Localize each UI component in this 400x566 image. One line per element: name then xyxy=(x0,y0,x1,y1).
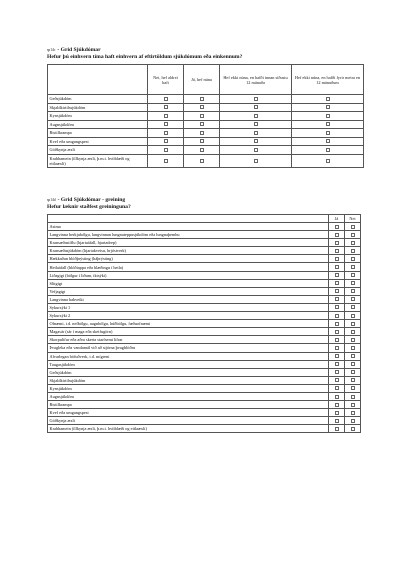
answer-cell xyxy=(345,409,361,417)
table-row xyxy=(48,392,361,400)
row-label: Geðsjúkdóm xyxy=(48,95,148,104)
row-label: Skjaldkirtilssjúkdóm xyxy=(48,376,329,384)
answer-cell xyxy=(329,368,345,376)
table-row xyxy=(48,231,361,239)
answer-checkbox[interactable] xyxy=(335,249,339,253)
answer-checkbox[interactable] xyxy=(351,225,355,229)
answer-checkbox[interactable] xyxy=(351,427,355,431)
table-header-row xyxy=(48,215,361,223)
answer-checkbox[interactable] xyxy=(335,419,339,423)
answer-cell xyxy=(220,103,292,112)
row-label: Kransæðastíflu (hjartaáfall, hjartadrep) xyxy=(48,239,329,247)
answer-cell xyxy=(345,303,361,311)
answer-cell xyxy=(292,154,364,167)
table-row xyxy=(48,417,361,425)
answer-cell xyxy=(329,360,345,368)
answer-cell xyxy=(148,120,184,129)
row-label: Kransæðasjúkdóm (hjartakveisu, brjóstverk) xyxy=(48,247,329,255)
table-row xyxy=(48,303,361,311)
table-row xyxy=(48,344,361,352)
answer-checkbox[interactable] xyxy=(351,370,355,374)
answer-cell xyxy=(329,376,345,384)
answer-checkbox[interactable] xyxy=(326,148,330,152)
row-label: Kvef eða umgangspest xyxy=(48,409,329,417)
answer-checkbox[interactable] xyxy=(351,419,355,423)
answer-checkbox[interactable] xyxy=(335,281,339,285)
answer-checkbox[interactable] xyxy=(335,378,339,382)
answer-checkbox[interactable] xyxy=(351,289,355,293)
answer-cell xyxy=(329,223,345,231)
row-label: Hækkaðan blóðþrýsting (háþrýsting) xyxy=(48,255,329,263)
column-header: Nei xyxy=(345,215,361,223)
table-header-row xyxy=(48,65,364,95)
table-body xyxy=(48,223,361,433)
answer-cell xyxy=(345,328,361,336)
answer-checkbox[interactable] xyxy=(351,354,355,358)
answer-checkbox[interactable] xyxy=(254,148,258,152)
table-row xyxy=(48,328,361,336)
diagnosis-grid-table xyxy=(47,214,361,433)
answer-cell xyxy=(148,154,184,167)
answer-cell xyxy=(329,255,345,263)
row-label: Augnsjúkdóm xyxy=(48,392,329,400)
section-title-text: - Grid Sjúkdómar xyxy=(57,47,101,53)
answer-checkbox[interactable] xyxy=(335,330,339,334)
row-label: Slitgigt xyxy=(48,279,329,287)
row-label: Ristilkrampa xyxy=(48,401,329,409)
answer-checkbox[interactable] xyxy=(335,225,339,229)
answer-checkbox[interactable] xyxy=(164,114,168,118)
answer-checkbox[interactable] xyxy=(335,427,339,431)
answer-cell xyxy=(345,344,361,352)
table-row xyxy=(48,409,361,417)
table-row xyxy=(48,112,364,121)
row-label: Langvinna bakveiki xyxy=(48,295,329,303)
answer-checkbox[interactable] xyxy=(254,122,258,126)
answer-checkbox[interactable] xyxy=(351,249,355,253)
answer-checkbox[interactable] xyxy=(326,97,330,101)
answer-cell xyxy=(184,112,220,121)
column-header: Já xyxy=(329,215,345,223)
section-grid-diagnosis xyxy=(47,197,360,433)
table-row xyxy=(48,336,361,344)
table-body xyxy=(48,95,364,168)
table-row xyxy=(48,137,364,146)
answer-cell xyxy=(329,344,345,352)
answer-checkbox[interactable] xyxy=(351,297,355,301)
disease-grid-table xyxy=(47,64,364,168)
answer-checkbox[interactable] xyxy=(351,314,355,318)
answer-cell xyxy=(345,352,361,360)
table-row xyxy=(48,279,361,287)
answer-cell xyxy=(329,352,345,360)
answer-checkbox[interactable] xyxy=(164,148,168,152)
row-label: Sykursýki 2 xyxy=(48,312,329,320)
answer-cell xyxy=(345,271,361,279)
answer-checkbox[interactable] xyxy=(254,114,258,118)
row-label: Sykursýki 1 xyxy=(48,303,329,311)
table-row xyxy=(48,263,361,271)
answer-checkbox[interactable] xyxy=(335,386,339,390)
answer-cell xyxy=(329,239,345,247)
answer-cell xyxy=(184,103,220,112)
section-title-text: - Grid Sjúkdómar - greining xyxy=(57,197,126,203)
answer-checkbox[interactable] xyxy=(335,403,339,407)
table-row xyxy=(48,401,361,409)
answer-cell xyxy=(184,137,220,146)
answer-checkbox[interactable] xyxy=(326,131,330,135)
question-code: sp14d xyxy=(47,198,56,202)
question-text: Hefur þú einhvern tíma haft einhvern af eftirtöldum sjúkdómum eða einkennum? xyxy=(47,54,243,60)
answer-cell xyxy=(220,146,292,155)
answer-checkbox[interactable] xyxy=(335,257,339,261)
column-header: Já, hef núna xyxy=(184,65,220,95)
answer-checkbox[interactable] xyxy=(200,131,204,135)
row-label: Kvef eða umgangspest xyxy=(48,137,148,146)
answer-checkbox[interactable] xyxy=(335,241,339,245)
answer-cell xyxy=(345,255,361,263)
answer-checkbox[interactable] xyxy=(335,411,339,415)
row-label: Góðkynja æxli xyxy=(48,146,148,155)
table-row xyxy=(48,312,361,320)
row-label: Þvagleka eða vandamál við að stjórna þvagblöðru xyxy=(48,344,329,352)
answer-checkbox[interactable] xyxy=(351,257,355,261)
answer-checkbox[interactable] xyxy=(326,122,330,126)
answer-cell xyxy=(220,95,292,104)
answer-checkbox[interactable] xyxy=(335,265,339,269)
table-row xyxy=(48,154,364,167)
answer-checkbox[interactable] xyxy=(200,114,204,118)
row-label: Kynsjúkdóm xyxy=(48,384,329,392)
table-row xyxy=(48,271,361,279)
row-label: Taugasjúkdóm xyxy=(48,360,329,368)
row-label: Langvinna berkjubólgu, langvinnan lungnateppusjúkdóm eða lungnaþembu xyxy=(48,231,329,239)
table-row xyxy=(48,352,361,360)
answer-checkbox[interactable] xyxy=(254,97,258,101)
table-row xyxy=(48,360,361,368)
answer-cell xyxy=(220,154,292,167)
row-label: Magasár (sár í maga eða skeifugörn) xyxy=(48,328,329,336)
table-row xyxy=(48,247,361,255)
table-row xyxy=(48,255,361,263)
answer-checkbox[interactable] xyxy=(326,105,330,109)
row-label: Skorpulifur eða aðra skerta starfsemi lifrar xyxy=(48,336,329,344)
answer-checkbox[interactable] xyxy=(351,265,355,269)
answer-cell xyxy=(345,239,361,247)
answer-cell xyxy=(345,279,361,287)
table-row xyxy=(48,103,364,112)
answer-cell xyxy=(329,303,345,311)
row-label: Krabbamein (illkynja æxli, þ.m.t. hvítblæði og eitlaæxli) xyxy=(48,425,329,433)
answer-cell xyxy=(148,95,184,104)
answer-cell xyxy=(345,336,361,344)
answer-cell xyxy=(148,137,184,146)
column-header: Nei, hef aldrei haft xyxy=(148,65,184,95)
answer-cell xyxy=(329,279,345,287)
answer-checkbox[interactable] xyxy=(351,338,355,342)
answer-checkbox[interactable] xyxy=(335,322,339,326)
row-label: Astma xyxy=(48,223,329,231)
answer-checkbox[interactable] xyxy=(335,346,339,350)
row-label: Liðagigt (bólgur í liðum, iktsýki) xyxy=(48,271,329,279)
section-grid-diseases xyxy=(47,47,363,168)
answer-cell xyxy=(220,120,292,129)
row-label: Vefjagigt xyxy=(48,287,329,295)
answer-checkbox[interactable] xyxy=(351,330,355,334)
answer-checkbox[interactable] xyxy=(200,105,204,109)
table-row xyxy=(48,129,364,138)
answer-checkbox[interactable] xyxy=(351,362,355,366)
row-label: Alvarlegan höfuðverk, t.d. mígreni xyxy=(48,352,329,360)
answer-checkbox[interactable] xyxy=(254,159,258,163)
answer-cell xyxy=(345,312,361,320)
answer-cell xyxy=(329,409,345,417)
answer-checkbox[interactable] xyxy=(326,139,330,143)
answer-cell xyxy=(345,223,361,231)
answer-cell xyxy=(292,146,364,155)
answer-cell xyxy=(148,112,184,121)
answer-checkbox[interactable] xyxy=(351,241,355,245)
answer-checkbox[interactable] xyxy=(335,395,339,399)
answer-cell xyxy=(345,247,361,255)
answer-cell xyxy=(345,360,361,368)
answer-checkbox[interactable] xyxy=(164,122,168,126)
answer-cell xyxy=(292,120,364,129)
table-row xyxy=(48,146,364,155)
row-label: Heilaáfall (blóðtappa eða blæðingu í heila) xyxy=(48,263,329,271)
section-title xyxy=(47,197,360,204)
answer-cell xyxy=(329,401,345,409)
column-header: Hef ekki núna, en hafði innan síðustu 12 mánaða xyxy=(220,65,292,95)
answer-cell xyxy=(345,401,361,409)
answer-checkbox[interactable] xyxy=(335,338,339,342)
answer-cell xyxy=(329,312,345,320)
answer-cell xyxy=(292,112,364,121)
answer-cell xyxy=(329,417,345,425)
answer-checkbox[interactable] xyxy=(254,131,258,135)
answer-checkbox[interactable] xyxy=(351,273,355,277)
table-row xyxy=(48,287,361,295)
answer-checkbox[interactable] xyxy=(335,233,339,237)
answer-cell xyxy=(345,384,361,392)
table-row xyxy=(48,368,361,376)
answer-cell xyxy=(345,392,361,400)
answer-cell xyxy=(184,120,220,129)
header-empty-cell xyxy=(48,65,148,95)
table-row xyxy=(48,120,364,129)
answer-cell xyxy=(345,231,361,239)
answer-checkbox[interactable] xyxy=(254,139,258,143)
answer-cell xyxy=(329,271,345,279)
answer-checkbox[interactable] xyxy=(200,159,204,163)
answer-cell xyxy=(220,129,292,138)
answer-cell xyxy=(329,231,345,239)
answer-cell xyxy=(329,247,345,255)
answer-checkbox[interactable] xyxy=(351,395,355,399)
answer-cell xyxy=(329,295,345,303)
row-label: Krabbamein (illkynja æxli, þ.m.t. hvítblæði og eitlaæxli) xyxy=(48,154,148,167)
answer-cell xyxy=(329,263,345,271)
answer-cell xyxy=(345,320,361,328)
answer-checkbox[interactable] xyxy=(351,403,355,407)
answer-cell xyxy=(292,129,364,138)
table-row xyxy=(48,223,361,231)
answer-checkbox[interactable] xyxy=(335,273,339,277)
answer-cell xyxy=(148,103,184,112)
answer-checkbox[interactable] xyxy=(164,105,168,109)
row-label: Ofnæmi, t.d. nefbólgu, augnbólgu, húðbólgu, fæðuofnæmi xyxy=(48,320,329,328)
answer-checkbox[interactable] xyxy=(351,233,355,237)
answer-cell xyxy=(345,295,361,303)
answer-checkbox[interactable] xyxy=(351,281,355,285)
answer-checkbox[interactable] xyxy=(164,97,168,101)
answer-cell xyxy=(220,112,292,121)
answer-checkbox[interactable] xyxy=(164,159,168,163)
answer-cell xyxy=(184,154,220,167)
answer-cell xyxy=(329,320,345,328)
table-row xyxy=(48,376,361,384)
row-label: Geðsjúkdóm xyxy=(48,368,329,376)
answer-cell xyxy=(184,95,220,104)
row-label: Kynsjúkdóm xyxy=(48,112,148,121)
answer-checkbox[interactable] xyxy=(351,411,355,415)
answer-cell xyxy=(329,328,345,336)
column-header: Hef ekki núna, en hafði fyrir meira en 12 mánuðum xyxy=(292,65,364,95)
answer-cell xyxy=(345,287,361,295)
table-row xyxy=(48,295,361,303)
answer-checkbox[interactable] xyxy=(200,122,204,126)
header-empty-cell xyxy=(48,215,329,223)
answer-cell xyxy=(292,103,364,112)
table-row xyxy=(48,239,361,247)
answer-checkbox[interactable] xyxy=(254,105,258,109)
answer-checkbox[interactable] xyxy=(351,386,355,390)
answer-cell xyxy=(292,137,364,146)
answer-cell xyxy=(292,95,364,104)
table-row xyxy=(48,425,361,433)
table-row xyxy=(48,320,361,328)
section-title xyxy=(47,47,363,54)
answer-checkbox[interactable] xyxy=(351,322,355,326)
question-code: sp14c xyxy=(47,48,56,52)
answer-checkbox[interactable] xyxy=(335,354,339,358)
answer-checkbox[interactable] xyxy=(351,378,355,382)
answer-checkbox[interactable] xyxy=(335,297,339,301)
answer-checkbox[interactable] xyxy=(335,289,339,293)
table-row xyxy=(48,384,361,392)
answer-checkbox[interactable] xyxy=(335,314,339,318)
answer-checkbox[interactable] xyxy=(351,305,355,309)
table-row xyxy=(48,95,364,104)
row-label: Skjaldkirtilssjúkdóm xyxy=(48,103,148,112)
answer-cell xyxy=(184,129,220,138)
answer-checkbox[interactable] xyxy=(326,114,330,118)
answer-checkbox[interactable] xyxy=(326,159,330,163)
answer-cell xyxy=(329,287,345,295)
answer-checkbox[interactable] xyxy=(200,97,204,101)
answer-cell xyxy=(345,425,361,433)
answer-checkbox[interactable] xyxy=(200,148,204,152)
answer-cell xyxy=(345,368,361,376)
answer-checkbox[interactable] xyxy=(335,362,339,366)
answer-cell xyxy=(329,384,345,392)
answer-checkbox[interactable] xyxy=(335,305,339,309)
answer-cell xyxy=(345,417,361,425)
answer-cell xyxy=(329,425,345,433)
answer-cell xyxy=(220,137,292,146)
answer-cell xyxy=(329,336,345,344)
row-label: Góðkynja æxli xyxy=(48,417,329,425)
row-label: Ristilkrampa xyxy=(48,129,148,138)
answer-checkbox[interactable] xyxy=(351,346,355,350)
question-text: Hefur læknir staðfest greininguna? xyxy=(47,204,131,210)
answer-cell xyxy=(148,146,184,155)
answer-cell xyxy=(148,129,184,138)
answer-checkbox[interactable] xyxy=(164,131,168,135)
answer-cell xyxy=(345,376,361,384)
row-label: Augnsjúkdóm xyxy=(48,120,148,129)
answer-cell xyxy=(184,146,220,155)
answer-cell xyxy=(345,263,361,271)
answer-cell xyxy=(329,392,345,400)
answer-checkbox[interactable] xyxy=(335,370,339,374)
answer-checkbox[interactable] xyxy=(200,139,204,143)
answer-checkbox[interactable] xyxy=(164,139,168,143)
